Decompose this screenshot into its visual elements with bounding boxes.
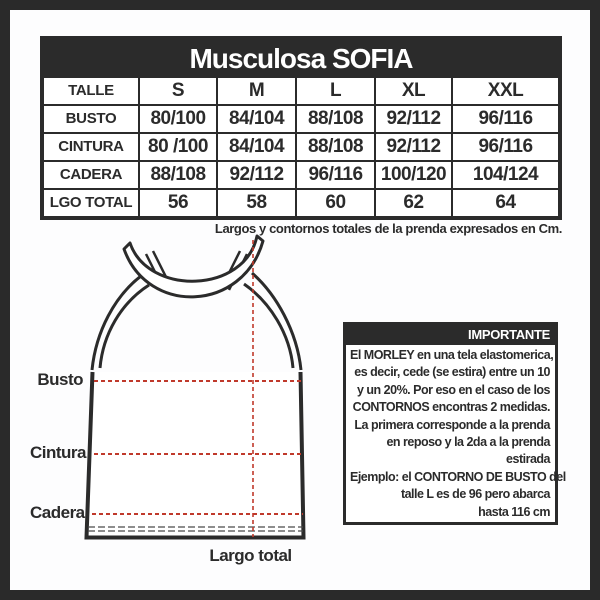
important-box [343, 322, 566, 525]
important-text-line: es decir, cede (se estira) entre un 10 [354, 365, 550, 380]
table-cell: 80/100 [140, 106, 216, 132]
table-caption: Largos y contornos totales de la prenda expresados en Cm. [214, 221, 562, 236]
row-label: CINTURA [44, 134, 138, 160]
table-cell: 92/112 [376, 134, 451, 160]
table-cell: 88/108 [140, 162, 216, 188]
important-text-line: El MORLEY en una tela elastomerica, [350, 348, 554, 362]
table-header-cell: L [297, 78, 374, 104]
table-header-cell: M [218, 78, 295, 104]
garment-diagram [78, 234, 312, 546]
table-cell: 62 [376, 190, 451, 216]
important-text-line: y un 20%. Por eso en el caso de los [357, 382, 550, 397]
table-cell: 64 [453, 190, 558, 216]
table-cell: 96/116 [453, 106, 558, 132]
table-header-cell: TALLE [44, 78, 138, 104]
important-text-line: talle L es de 96 pero abarca [400, 487, 550, 502]
size-grid [44, 78, 558, 216]
table-cell: 84/104 [218, 134, 295, 160]
important-text-line: en reposo y la 2da a la prenda [386, 435, 550, 450]
label-busto: Busto [37, 370, 83, 389]
table-cell: 92/112 [376, 106, 451, 132]
left-strap [92, 276, 149, 370]
row-label: BUSTO [44, 106, 138, 132]
table-cell: 58 [218, 190, 295, 216]
label-cintura: Cintura [30, 443, 86, 462]
size-chart-table [40, 36, 562, 220]
table-cell: 92/112 [218, 162, 295, 188]
table-header-cell: XXL [453, 78, 558, 104]
table-cell: 56 [140, 190, 216, 216]
important-box-body [346, 345, 566, 521]
table-cell: 104/124 [453, 162, 558, 188]
label-cadera: Cadera [30, 503, 85, 522]
table-cell: 100/120 [376, 162, 451, 188]
table-header-cell: XL [376, 78, 451, 104]
table-cell: 88/108 [297, 134, 374, 160]
important-text-line: La primera corresponde a la prenda [354, 417, 550, 432]
important-text-line: CONTORNOS encontras 2 medidas. [352, 400, 550, 415]
table-cell: 96/116 [453, 134, 558, 160]
table-header-cell: S [140, 78, 216, 104]
label-largo-total: Largo total [209, 546, 292, 565]
row-label: CADERA [44, 162, 138, 188]
table-cell: 88/108 [297, 106, 374, 132]
table-title: Musculosa SOFIA [189, 43, 413, 74]
important-text-line: hasta 116 cm [478, 504, 550, 519]
important-box-header: IMPORTANTE [346, 325, 555, 345]
row-label: LGO TOTAL [44, 190, 138, 216]
table-cell: 60 [297, 190, 374, 216]
table-cell: 96/116 [297, 162, 374, 188]
important-text-line: estirada [506, 452, 550, 467]
important-text-line: Ejemplo: el CONTORNO DE BUSTO del [350, 469, 566, 484]
table-cell: 84/104 [218, 106, 295, 132]
table-cell: 80 /100 [140, 134, 216, 160]
